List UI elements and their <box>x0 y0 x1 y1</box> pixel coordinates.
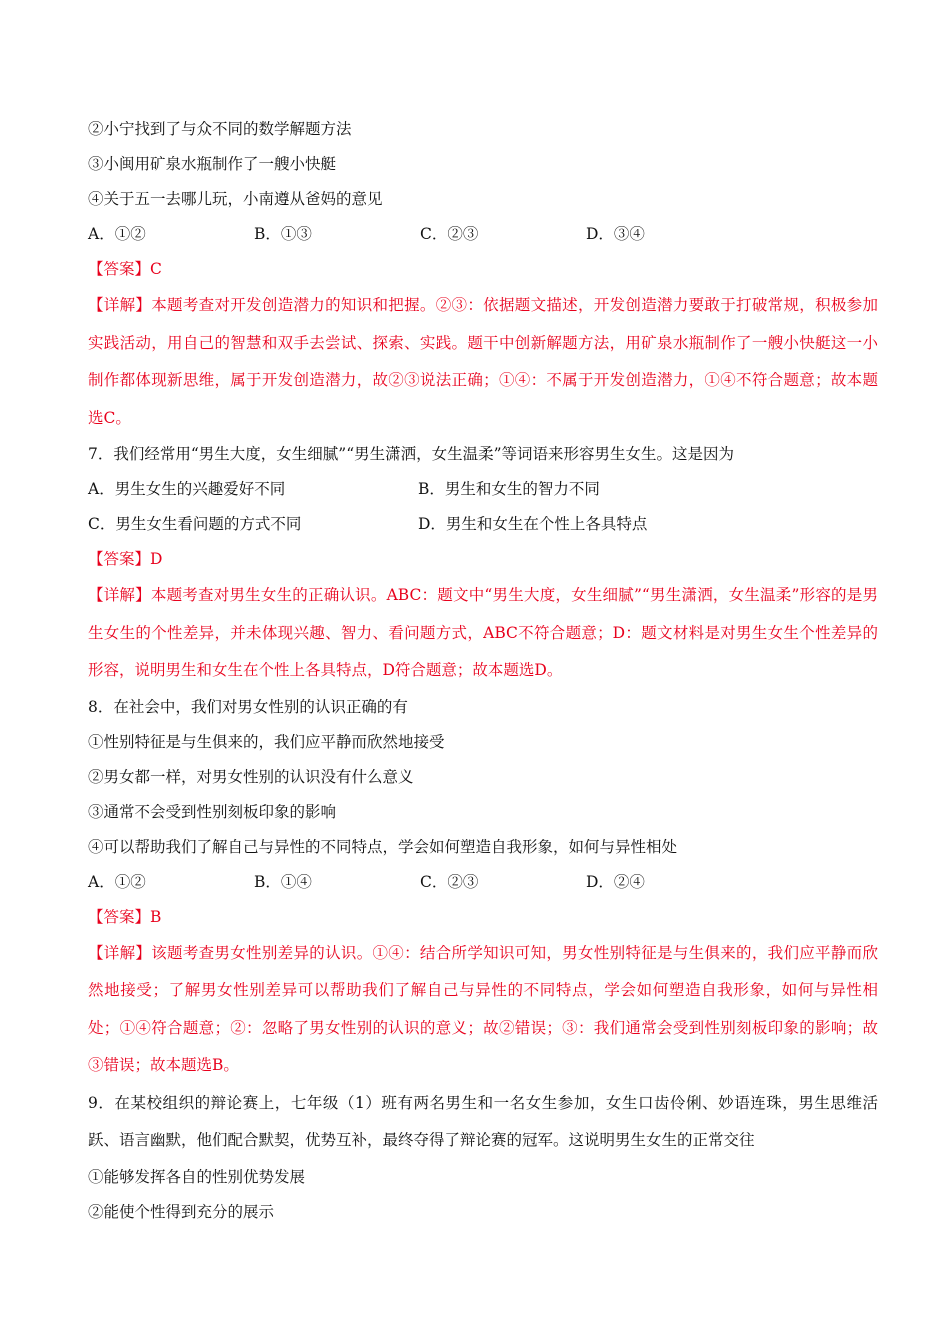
q9-stem: 9．在某校组织的辩论赛上，七年级（1）班有两名男生和一名女生参加，女生口齿伶俐、妙语连珠，男生思维活跃、语言幽默，他们配合默契，优势互补，最终夺得了辩论赛的冠军。这说明男生女生的正常交往 <box>88 1093 878 1149</box>
q6-option-b: B．①③ <box>254 225 312 243</box>
q9-item-1: ①能够发挥各自的性别优势发展 <box>88 1167 306 1186</box>
q6-option-d: D．③④ <box>586 225 645 243</box>
q8-options <box>88 865 878 900</box>
q6-option-c: C．②③ <box>420 225 479 243</box>
q8-option-d: D．②④ <box>586 872 645 891</box>
q7-answer: 【答案】D <box>88 550 163 568</box>
q8-item-3: ③通常不会受到性别刻板印象的影响 <box>88 802 337 821</box>
q7-detail: 【详解】本题考查对男生女生的正确认识。ABC：题文中“男生大度，女生细腻”“男生潇洒，女生温柔”形容的是男生女生的个性差异，并未体现兴趣、智力、看问题方式，ABC不符合题意；D：题文材料是对男生女生个性差异的形容，说明男生和女生在个性上各具特点，D符合题意；故本题选D。 <box>88 586 878 679</box>
q8-item-1: ①性别特征是与生俱来的，我们应平静而欣然地接受 <box>88 732 445 751</box>
q6-item-2: ②小宁找到了与众不同的数学解题方法 <box>88 120 352 138</box>
q8-stem: 8．在社会中，我们对男女性别的认识正确的有 <box>88 697 408 716</box>
q6-item-3: ③小闽用矿泉水瓶制作了一艘小快艇 <box>88 155 337 173</box>
q7-option-d: D．男生和女生在个性上各具特点 <box>418 515 648 533</box>
q8-answer: 【答案】B <box>88 907 162 926</box>
q8-item-4: ④可以帮助我们了解自己与异性的不同特点，学会如何塑造自我形象，如何与异性相处 <box>88 837 678 856</box>
q7-stem: 7．我们经常用“男生大度，女生细腻”“男生潇洒，女生温柔”等词语来形容男生女生。这是因为 <box>88 445 735 463</box>
q7-options-row-2 <box>88 507 878 542</box>
q7-options-row-1 <box>88 472 878 507</box>
content-column <box>88 112 878 1230</box>
q8-detail: 【详解】该题考查男女性别差异的认识。①④：结合所学知识可知，男女性别特征是与生俱来的，我们应平静而欣然地接受；了解男女性别差异可以帮助我们了解自己与异性的不同特点，学会如何塑造自我形象，如何与异性相处；①④符合题意；②：忽略了男女性别的认识的意义；故②错误；③：我们通常会受到性别刻板印象的影响；故③错误；故本题选B。 <box>88 943 878 1074</box>
q6-answer: 【答案】C <box>88 260 162 278</box>
q7-option-a: A．男生女生的兴趣爱好不同 <box>88 480 286 498</box>
q6-detail: 【详解】本题考查对开发创造潜力的知识和把握。②③：依据题文描述，开发创造潜力要敢于打破常规，积极参加实践活动，用自己的智慧和双手去尝试、探索、实践。题干中创新解题方法，用矿泉水瓶制作了一艘小快艇这一小制作都体现新思维，属于开发创造潜力，故②③说法正确；①④：不属于开发创造潜力，①④不符合题意；故本题选C。 <box>88 296 878 427</box>
q6-option-a: A．①② <box>88 225 146 243</box>
q8-option-b: B．①④ <box>254 872 312 891</box>
q7-option-b: B．男生和女生的智力不同 <box>418 480 600 498</box>
q8-option-a: A．①② <box>88 872 146 891</box>
q8-item-2: ②男女都一样，对男女性别的认识没有什么意义 <box>88 767 414 786</box>
q7-option-c: C．男生女生看问题的方式不同 <box>88 515 302 533</box>
q6-options <box>88 217 878 252</box>
q9-item-2: ②能使个性得到充分的展示 <box>88 1202 275 1221</box>
q8-option-c: C．②③ <box>420 872 479 891</box>
q6-item-4: ④关于五一去哪儿玩，小南遵从爸妈的意见 <box>88 190 383 208</box>
